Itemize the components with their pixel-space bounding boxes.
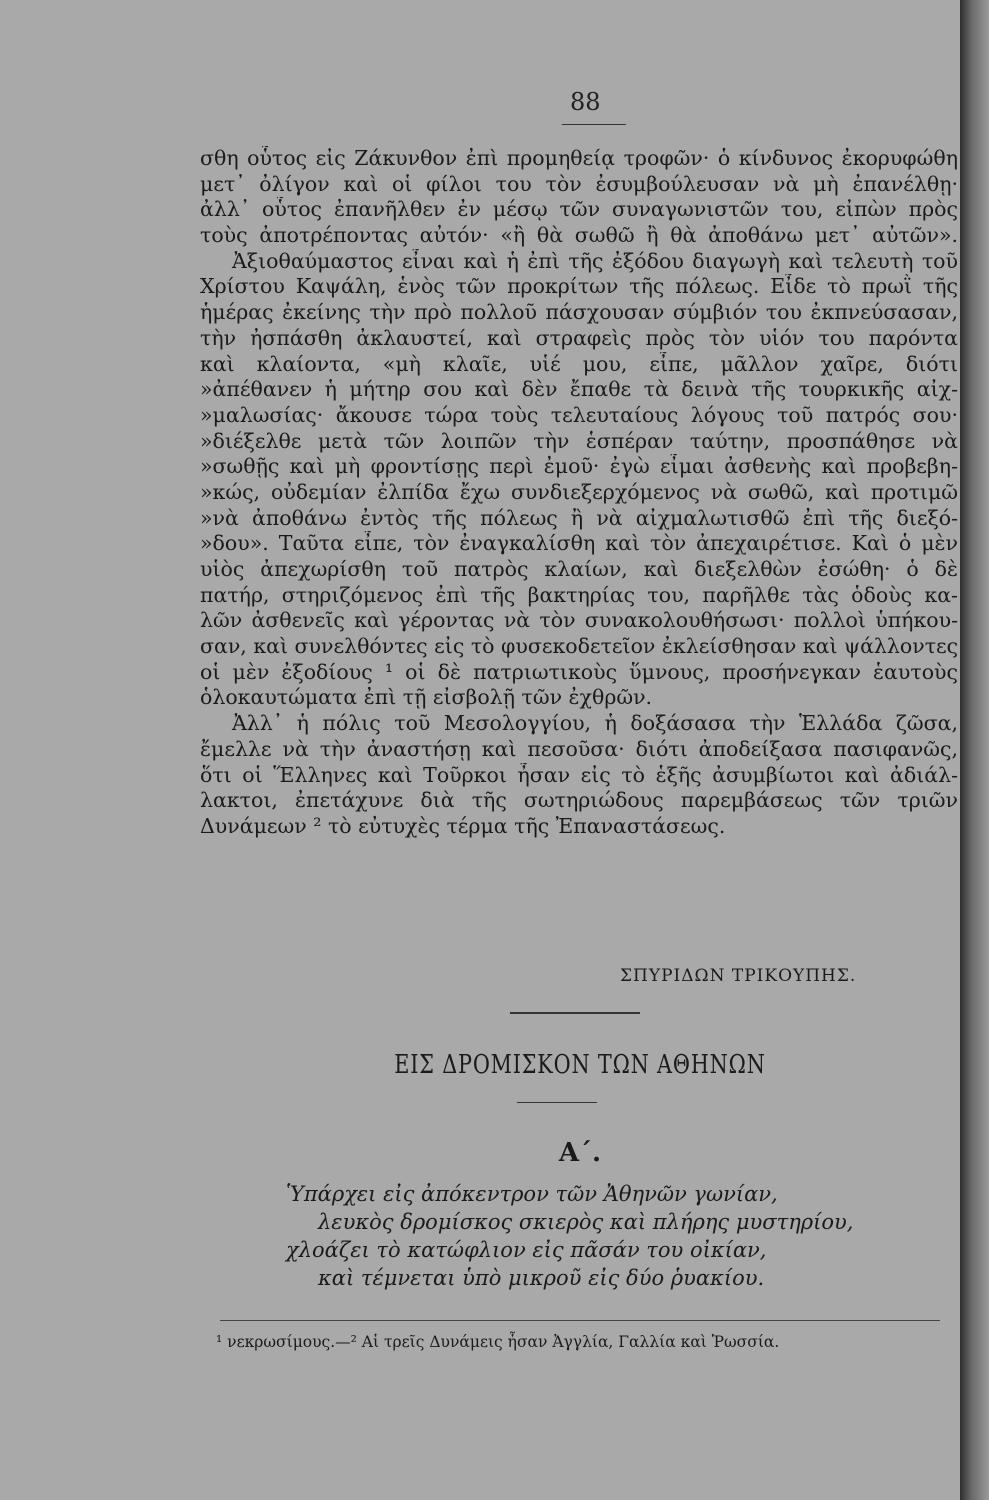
text-line: ἔμελλε νὰ τὴν ἀναστήσῃ καὶ πεσοῦσα· διότι ἀποδείξασα πασιφανῶς, — [200, 736, 958, 761]
heading-rule — [517, 1102, 597, 1103]
text-line: λακτοι, ἐπετάχυνε διὰ τῆς σωτηριώδους παρεμβάσεως τῶν τριῶν — [200, 788, 958, 813]
text-line: Ἀξιοθαύμαστος εἶναι καὶ ἡ ἐπὶ τῆς ἐξόδου διαγωγὴ καὶ τελευτὴ τοῦ — [232, 248, 958, 273]
text-line: καὶ κλαίοντα, «μὴ κλαῖε, υἱέ μου, εἶπε, μᾶλλον χαῖρε, διότι — [200, 351, 958, 376]
text-line: υἱὸς ἀπεχωρίσθη τοῦ πατρὸς κλαίων, καὶ διεξελθὼν ἐσώθη· ὁ δὲ — [200, 557, 958, 581]
text-line: »μαλωσίας· ἄκουσε τώρα τοὺς τελευταίους λόγους τοῦ πατρός σου· — [200, 402, 958, 427]
text-line: »δου». Ταῦτα εἶπε, τὸν ἐναγκαλίσθη καὶ τὸν ἀπεχαιρέτισε. Καὶ ὁ μὲν — [200, 531, 958, 556]
text-line: πατήρ, στηριζόμενος ἐπὶ τῆς βακτηρίας του, παρῆλθε τὰς ὁδοὺς κα- — [200, 582, 958, 607]
text-line: Ἀλλ᾽ ἡ πόλις τοῦ Μεσολογγίου, ἡ δοξάσασα τὴν Ἑλλάδα ζῶσα, — [232, 711, 958, 736]
author-signature: ΣΠΥΡΙΔΩΝ ΤΡΙΚΟΥΠΗΣ. — [620, 966, 857, 986]
text-line: »ἀπέθανεν ἡ μήτηρ σου καὶ δὲν ἔπαθε τὰ δεινὰ τῆς τουρκικῆς αἰχ- — [200, 377, 958, 402]
book-gutter — [960, 0, 989, 1500]
text-line: ἀλλ᾽ οὗτος ἐπανῆλθεν ἐν μέσῳ τῶν συναγωνιστῶν του, εἰπὼν πρὸς — [200, 197, 958, 222]
text-line: »διέξελθε μετὰ τῶν λοιπῶν τὴν ἑσπέραν ταύτην, προσπάθησε νὰ — [200, 428, 958, 453]
page-number-rule — [562, 124, 626, 125]
text-line: »νὰ ἀποθάνω ἐντὸς τῆς πόλεως ἢ νὰ αἰχμαλωτισθῶ ἐπὶ τῆς διεξό- — [200, 505, 958, 530]
footnote: ¹ νεκρωσίμους.—² Αἱ τρεῖς Δυνάμεις ἦσαν Ἀγγλία, Γαλλία καὶ Ῥωσσία. — [216, 1333, 780, 1351]
text-line: ὅτι οἱ Ἕλληνες καὶ Τοῦρκοι ἦσαν εἰς τὸ ἑξῆς ἀσυμβίωτοι καὶ ἀδιάλ- — [200, 762, 958, 787]
text-line: Χρίστου Καψάλη, ἑνὸς τῶν προκρίτων τῆς πόλεως. Εἶδε τὸ πρωῒ τῆς — [200, 274, 958, 299]
text-line: λῶν ἀσθενεῖς καὶ γέροντας νὰ τὸν συνακολουθήσωσι· πολλοὶ ὑπήκου- — [200, 608, 958, 633]
text-line: Δυνάμεων ² τὸ εὐτυχὲς τέρμα τῆς Ἐπαναστάσεως. — [200, 813, 726, 838]
poem-line: Ὑπάρχει εἰς ἀπόκεντρον τῶν Ἀθηνῶν γωνίαν, — [286, 1182, 778, 1206]
poem-heading: ΕΙΣ ΔΡΟΜΙΣΚΟΝ ΤΩΝ ΑΘΗΝΩΝ — [394, 1050, 766, 1080]
section-divider — [510, 1012, 640, 1014]
poem-line: καὶ τέμνεται ὑπὸ μικροῦ εἰς δύο ῥυακίου. — [318, 1266, 765, 1290]
text-line: ἡμέρας ἐκείνης τὴν πρὸ πολλοῦ πάσχουσαν σύμβιόν του ἐκπνεύσασαν, — [200, 300, 958, 325]
text-line: σθη οὗτος εἰς Ζάκυνθον ἐπὶ προμηθείᾳ τροφῶν· ὁ κίνδυνος ἐκορυφώθη — [200, 146, 958, 170]
poem-line: χλοάζει τὸ κατώφλιον εἰς πᾶσάν του οἰκίαν, — [286, 1238, 767, 1262]
text-line: μετ᾽ ὀλίγον καὶ οἱ φίλοι του τὸν ἐσυμβούλευσαν νὰ μὴ ἐπανέλθῃ· — [200, 171, 958, 196]
poem — [200, 1180, 960, 1292]
footnote-rule — [220, 1320, 940, 1321]
text-line: ὁλοκαυτώματα ἐπὶ τῇ εἰσβολῇ τῶν ἐχθρῶν. — [200, 685, 653, 710]
text-line: σαν, καὶ συνελθόντες εἰς τὸ φυσεκοδετεῖον ἐκλείσθησαν καὶ ψάλλοντες — [200, 634, 958, 659]
section-number: Α΄. — [558, 1138, 602, 1168]
page-number: 88 — [570, 88, 601, 116]
text-line: οἱ μὲν ἐξοδίους ¹ οἱ δὲ πατριωτικοὺς ὕμνους, προσήνεγκαν ἑαυτοὺς — [200, 659, 958, 684]
poem-line: λευκὸς δρομίσκος σκιερὸς καὶ πλήρης μυστηρίου, — [318, 1210, 854, 1234]
text-line: »κώς, οὐδεμίαν ἐλπίδα ἔχω συνδιεξερχόμενος νὰ σωθῶ, καὶ προτιμῶ — [200, 479, 958, 504]
text-line: τοὺς ἀποτρέποντας αὐτόν· «ἢ θὰ σωθῶ ἢ θὰ ἀποθάνω μετ᾽ αὐτῶν». — [200, 223, 958, 248]
text-line: τὴν ἠσπάσθη ἀκλαυστεί, καὶ στραφεὶς πρὸς τὸν υἱόν του παρόντα — [200, 325, 958, 350]
body-text — [200, 146, 960, 840]
text-line: »σωθῇς καὶ μὴ φροντίσῃς περὶ ἐμοῦ· ἐγὼ εἶμαι ἀσθενὴς καὶ προβεβη- — [200, 454, 958, 479]
